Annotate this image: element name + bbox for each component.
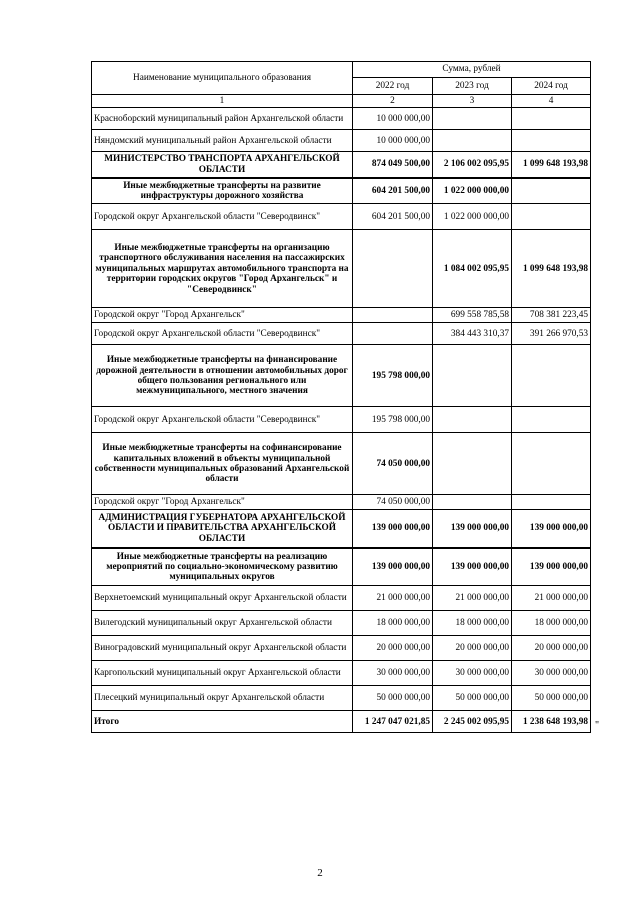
row-value-2024 [512,108,591,130]
table-header [92,62,591,108]
row-name: МИНИСТЕРСТВО ТРАНСПОРТА АРХАНГЕЛЬСКОЙ ОБЛАСТИ [92,152,353,178]
table-row [92,433,591,495]
row-value-2024 [512,178,591,204]
table-body [92,108,591,711]
header-name: Наименование муниципального образования [92,62,353,95]
row-value-2022 [353,323,433,345]
row-name: Виноградовский муниципальный округ Архангельской области [92,636,353,661]
row-value-2024: 1 099 648 193,98 [512,230,591,308]
row-value-2023: 1 022 000 000,00 [433,178,512,204]
row-value-2022: 30 000 000,00 [353,661,433,686]
table-row [92,495,591,510]
row-value-2022: 74 050 000,00 [353,433,433,495]
row-name: Городской округ "Город Архангельск" [92,308,353,323]
table-row [92,308,591,323]
row-value-2024: 50 000 000,00 [512,686,591,711]
row-value-2023: 384 443 310,37 [433,323,512,345]
row-value-2024: 21 000 000,00 [512,586,591,611]
header-num-2: 2 [353,95,433,108]
row-value-2022: 10 000 000,00 [353,130,433,152]
row-value-2022 [353,308,433,323]
row-name: Городской округ Архангельской области "Северодвинск" [92,407,353,433]
table-row [92,152,591,178]
row-value-2022: 195 798 000,00 [353,407,433,433]
header-num-3: 3 [433,95,512,108]
table-row [92,323,591,345]
row-value-2023: 139 000 000,00 [433,548,512,586]
table-row [92,548,591,586]
row-name: Каргопольский муниципальный округ Архангельской области [92,661,353,686]
table-row [92,586,591,611]
row-value-2023: 139 000 000,00 [433,510,512,548]
row-value-2024: 1 099 648 193,98 [512,152,591,178]
row-value-2022: 10 000 000,00 [353,108,433,130]
header-num-1: 1 [92,95,353,108]
table-row [92,345,591,407]
row-value-2022: 604 201 500,00 [353,178,433,204]
row-value-2022: 21 000 000,00 [353,586,433,611]
table-row [92,686,591,711]
row-value-2022: 139 000 000,00 [353,510,433,548]
row-value-2024 [512,204,591,230]
row-name: Плесецкий муниципальный округ Архангельской области [92,686,353,711]
row-value-2022: 139 000 000,00 [353,548,433,586]
row-value-2023: 699 558 785,58 [433,308,512,323]
row-value-2024: 139 000 000,00 [512,510,591,548]
row-value-2022: 604 201 500,00 [353,204,433,230]
table-row [92,130,591,152]
row-name: Иные межбюджетные трансферты на развитие инфраструктуры дорожного хозяйства [92,178,353,204]
table-row [92,661,591,686]
header-year-2023: 2023 год [433,77,512,94]
row-value-2024: 708 381 223,45 [512,308,591,323]
row-value-2024 [512,407,591,433]
row-value-2024 [512,433,591,495]
row-value-2022: 195 798 000,00 [353,345,433,407]
table-row [92,108,591,130]
row-name: Вилегодский муниципальный округ Архангельской области [92,611,353,636]
header-year-2024: 2024 год [512,77,591,94]
row-value-2024: 391 266 970,53 [512,323,591,345]
row-name: Городской округ "Город Архангельск" [92,495,353,510]
row-value-2022 [353,230,433,308]
row-name: Верхнетоемский муниципальный округ Архангельской области [92,586,353,611]
page-number: 2 [317,867,323,879]
row-value-2023 [433,130,512,152]
row-name: Городской округ Архангельской области "Северодвинск" [92,204,353,230]
closing-quote: " [595,720,600,731]
table-row [92,407,591,433]
row-value-2023: 30 000 000,00 [433,661,512,686]
table-row [92,204,591,230]
row-value-2022: 18 000 000,00 [353,611,433,636]
row-value-2022: 20 000 000,00 [353,636,433,661]
row-value-2024: 139 000 000,00 [512,548,591,586]
total-2022: 1 247 047 021,85 [353,711,433,733]
header-sum: Сумма, рублей [353,62,591,78]
row-value-2023 [433,407,512,433]
table-row [92,178,591,204]
row-value-2024: 20 000 000,00 [512,636,591,661]
table-row [92,611,591,636]
row-name: АДМИНИСТРАЦИЯ ГУБЕРНАТОРА АРХАНГЕЛЬСКОЙ ОБЛАСТИ И ПРАВИТЕЛЬСТВА АРХАНГЕЛЬСКОЙ ОБЛАСТИ [92,510,353,548]
total-2023: 2 245 002 095,95 [433,711,512,733]
row-name: Городской округ Архангельской области "Северодвинск" [92,323,353,345]
header-num-4: 4 [512,95,591,108]
row-value-2022: 74 050 000,00 [353,495,433,510]
total-label: Итого [92,711,353,733]
row-name: Иные межбюджетные трансферты на софинансирование капитальных вложений в объекты муниципальной собственности муниципальных образований Архангельской области [92,433,353,495]
row-value-2023 [433,108,512,130]
row-value-2022: 874 049 500,00 [353,152,433,178]
row-value-2023: 2 106 002 095,95 [433,152,512,178]
row-value-2023 [433,345,512,407]
table-row [92,510,591,548]
row-value-2024: 30 000 000,00 [512,661,591,686]
row-name: Красноборский муниципальный район Архангельской области [92,108,353,130]
row-value-2023: 1 022 000 000,00 [433,204,512,230]
table-total [92,711,591,733]
header-year-2022: 2022 год [353,77,433,94]
row-value-2024 [512,495,591,510]
row-value-2023: 18 000 000,00 [433,611,512,636]
table-row [92,636,591,661]
row-value-2023: 21 000 000,00 [433,586,512,611]
row-value-2024 [512,345,591,407]
row-value-2024 [512,130,591,152]
row-name: Иные межбюджетные трансферты на организацию транспортного обслуживания населения на пассажирских муниципальных маршрутах автомобильного транспорта на территории городских округов "Город Архангельск" и "Северодвинск" [92,230,353,308]
row-name: Няндомский муниципальный район Архангельской области [92,130,353,152]
row-name: Иные межбюджетные трансферты на финансирование дорожной деятельности в отношении автомобильных дорог общего пользования регионального или межмуниципального, местного значения [92,345,353,407]
row-value-2023 [433,433,512,495]
row-value-2023: 50 000 000,00 [433,686,512,711]
row-value-2023: 20 000 000,00 [433,636,512,661]
total-2024: 1 238 648 193,98 [512,711,591,733]
row-value-2023: 1 084 002 095,95 [433,230,512,308]
row-value-2024: 18 000 000,00 [512,611,591,636]
table-row [92,230,591,308]
row-value-2022: 50 000 000,00 [353,686,433,711]
budget-table [91,61,591,733]
row-value-2023 [433,495,512,510]
row-name: Иные межбюджетные трансферты на реализацию мероприятий по социально-экономическому развитию муниципальных округов [92,548,353,586]
